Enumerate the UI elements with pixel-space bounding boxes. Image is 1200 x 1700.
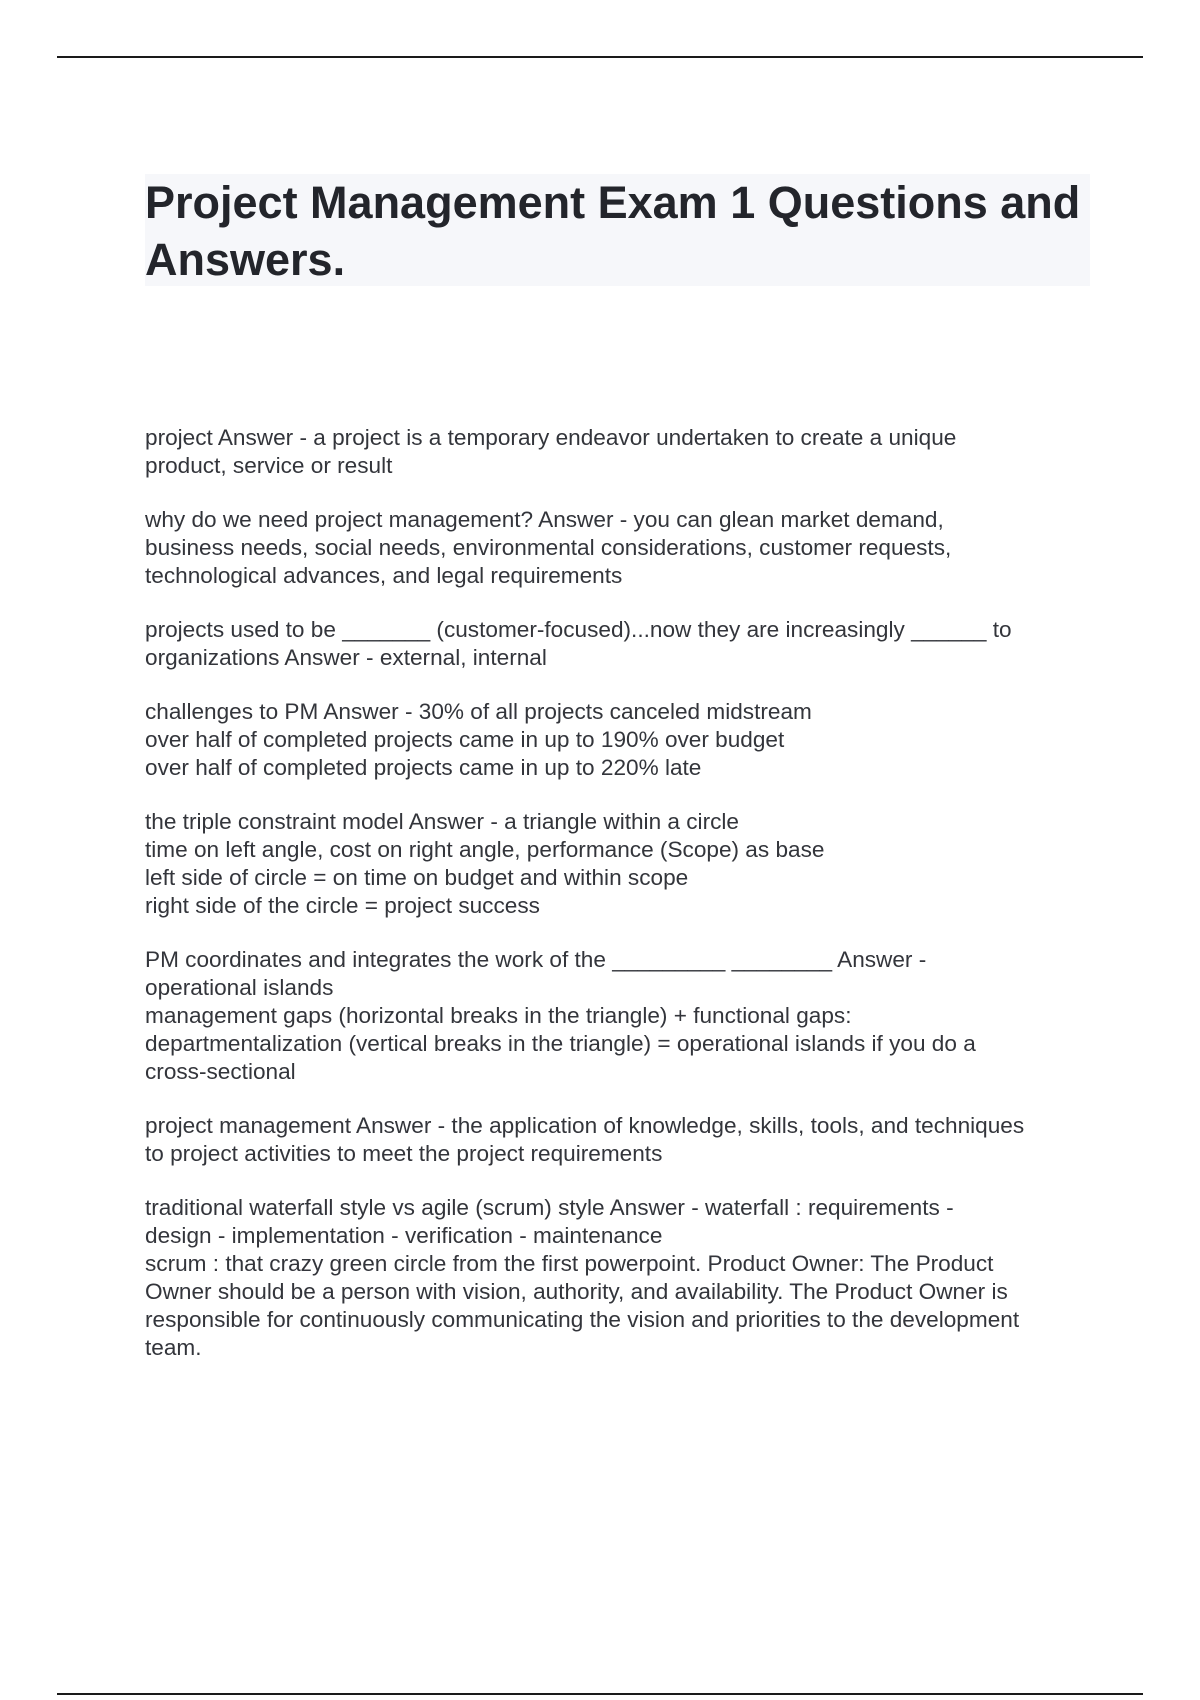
bottom-divider <box>57 1693 1143 1695</box>
qa-item: traditional waterfall style vs agile (scrum) style Answer - waterfall : requirements - design - implementation - verification - maintenance scrum : that crazy green circle from the first powerpoint. Product Owner: The Product Owner should be a person with vision, authority, and availability. The Product Owner is responsible for continuously communicating the vision and priorities to the development team. <box>145 1195 1020 1360</box>
qa-item: PM coordinates and integrates the work of the _________ ________ Answer - operational islands management gaps (horizontal breaks in the triangle) + functional gaps: departmentalization (vertical breaks in the triangle) = operational islands if you do a cross-sectional <box>145 947 976 1084</box>
qa-item: the triple constraint model Answer - a triangle within a circle time on left angle, cost on right angle, performance (Scope) as base left side of circle = on time on budget and within scope right side of the circle = project success <box>145 809 825 918</box>
qa-list <box>145 424 1090 1388</box>
qa-item: project management Answer - the application of knowledge, skills, tools, and techniques to project activities to meet the project requirements <box>145 1113 1025 1166</box>
qa-item: project Answer - a project is a temporary endeavor undertaken to create a unique product, service or result <box>145 425 957 478</box>
page-title: Project Management Exam 1 Questions and Answers. <box>145 177 1081 285</box>
top-divider <box>57 56 1143 58</box>
qa-item: projects used to be _______ (customer-focused)...now they are increasingly ______ to organizations Answer - external, internal <box>145 617 1012 670</box>
qa-item: challenges to PM Answer - 30% of all projects canceled midstream over half of completed projects came in up to 190% over budget over half of completed projects came in up to 220% late <box>145 699 812 780</box>
title-block <box>145 174 1090 286</box>
qa-item: why do we need project management? Answer - you can glean market demand, business needs, social needs, environmental considerations, customer requests, technological advances, and legal requirements <box>145 507 952 588</box>
